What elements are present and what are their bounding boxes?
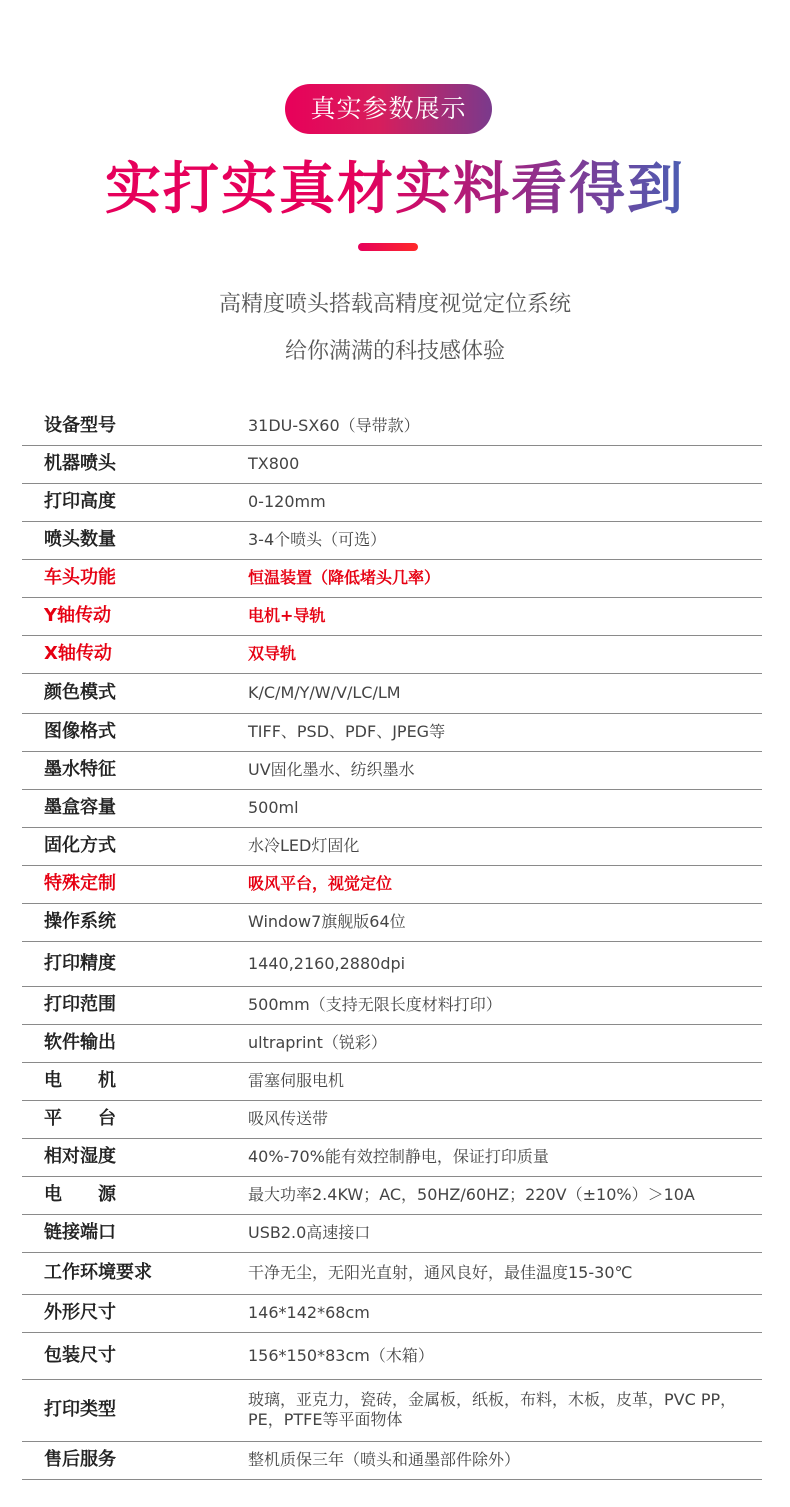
- spec-row: [22, 941, 762, 986]
- spec-row: [22, 986, 762, 1024]
- spec-label: 打印精度: [22, 941, 244, 986]
- spec-row: [22, 1214, 762, 1252]
- spec-value: USB2.0高速接口: [244, 1214, 762, 1252]
- spec-label: 打印范围: [22, 986, 244, 1024]
- spec-label: 车头功能: [22, 559, 244, 597]
- headline: 实打实真材实料看得到: [0, 154, 790, 226]
- spec-value: 0-120mm: [244, 483, 762, 521]
- spec-row: [22, 1332, 762, 1379]
- spec-label: 机器喷头: [22, 445, 244, 483]
- section-badge: 真实参数展示: [285, 84, 492, 134]
- spec-value: UV固化墨水、纺织墨水: [244, 751, 762, 789]
- spec-value: 水冷LED灯固化: [244, 827, 762, 865]
- spec-value: 干净无尘，无阳光直射，通风良好，最佳温度15-30℃: [244, 1252, 762, 1294]
- spec-row: [22, 1024, 762, 1062]
- spec-value: 500mm（支持无限长度材料打印）: [244, 986, 762, 1024]
- spec-value: 146*142*68cm: [244, 1294, 762, 1332]
- spec-row: [22, 559, 762, 597]
- spec-row: [22, 483, 762, 521]
- spec-value: 电机+导轨: [244, 597, 762, 635]
- spec-row: [22, 789, 762, 827]
- spec-label: 电 源: [22, 1176, 244, 1214]
- spec-value: 3-4个喷头（可选）: [244, 521, 762, 559]
- spec-label: 包装尺寸: [22, 1332, 244, 1379]
- spec-value: 最大功率2.4KW；AC，50HZ/60HZ；220V（±10%）＞10A: [244, 1176, 762, 1214]
- spec-value: 156*150*83cm（木箱）: [244, 1332, 762, 1379]
- spec-value: TIFF、PSD、PDF、JPEG等: [244, 713, 762, 751]
- spec-row: [22, 1252, 762, 1294]
- spec-row: [22, 1138, 762, 1176]
- accent-divider: [358, 243, 418, 251]
- spec-row: [22, 1062, 762, 1100]
- spec-value: 整机质保三年（喷头和通墨部件除外）: [244, 1441, 762, 1479]
- spec-row: [22, 1441, 762, 1479]
- spec-value: 雷塞伺服电机: [244, 1062, 762, 1100]
- spec-label: 外形尺寸: [22, 1294, 244, 1332]
- subtitle-line-1: 高精度喷头搭载高精度视觉定位系统: [218, 292, 571, 317]
- spec-row: [22, 865, 762, 903]
- spec-row: [22, 751, 762, 789]
- spec-row: [22, 1379, 762, 1441]
- spec-label: 颜色模式: [22, 673, 244, 713]
- spec-label: 链接端口: [22, 1214, 244, 1252]
- spec-row: [22, 1100, 762, 1138]
- spec-label: 相对湿度: [22, 1138, 244, 1176]
- spec-label: 电 机: [22, 1062, 244, 1100]
- spec-value: 吸风传送带: [244, 1100, 762, 1138]
- spec-label: 打印高度: [22, 483, 244, 521]
- subtitle-line-2: 给你满满的科技感体验: [284, 339, 505, 364]
- spec-label: 喷头数量: [22, 521, 244, 559]
- spec-value: K/C/M/Y/W/V/LC/LM: [244, 673, 762, 713]
- spec-label: 操作系统: [22, 903, 244, 941]
- spec-label: Y轴传动: [22, 597, 244, 635]
- spec-value: TX800: [244, 445, 762, 483]
- spec-label: 固化方式: [22, 827, 244, 865]
- spec-value: Window7旗舰版64位: [244, 903, 762, 941]
- spec-label: 图像格式: [22, 713, 244, 751]
- spec-row: [22, 673, 762, 713]
- spec-value: 恒温装置（降低堵头几率）: [244, 559, 762, 597]
- spec-value: 玻璃，亚克力，瓷砖，金属板，纸板，布料，木板，皮革，PVC PP，PE，PTFE等平面物体: [244, 1379, 762, 1441]
- spec-label: 设备型号: [22, 407, 244, 445]
- spec-value: ultraprint（锐彩）: [244, 1024, 762, 1062]
- spec-label: 软件输出: [22, 1024, 244, 1062]
- spec-label: 打印类型: [22, 1379, 244, 1441]
- spec-row: [22, 635, 762, 673]
- spec-table: [22, 407, 762, 1480]
- spec-row: [22, 445, 762, 483]
- spec-value: 40%-70%能有效控制静电，保证打印质量: [244, 1138, 762, 1176]
- spec-value: 31DU-SX60（导带款）: [244, 407, 762, 445]
- spec-row: [22, 903, 762, 941]
- spec-row: [22, 521, 762, 559]
- spec-row: [22, 407, 762, 445]
- spec-row: [22, 597, 762, 635]
- spec-value: 吸风平台，视觉定位: [244, 865, 762, 903]
- spec-row: [22, 713, 762, 751]
- spec-row: [22, 827, 762, 865]
- spec-label: 墨水特征: [22, 751, 244, 789]
- spec-label: 工作环境要求: [22, 1252, 244, 1294]
- spec-label: 平 台: [22, 1100, 244, 1138]
- spec-value: 1440,2160,2880dpi: [244, 941, 762, 986]
- spec-value: 双导轨: [244, 635, 762, 673]
- spec-row: [22, 1294, 762, 1332]
- spec-row: [22, 1176, 762, 1214]
- spec-label: 墨盒容量: [22, 789, 244, 827]
- spec-label: X轴传动: [22, 635, 244, 673]
- spec-value: 500ml: [244, 789, 762, 827]
- spec-label: 售后服务: [22, 1441, 244, 1479]
- spec-label: 特殊定制: [22, 865, 244, 903]
